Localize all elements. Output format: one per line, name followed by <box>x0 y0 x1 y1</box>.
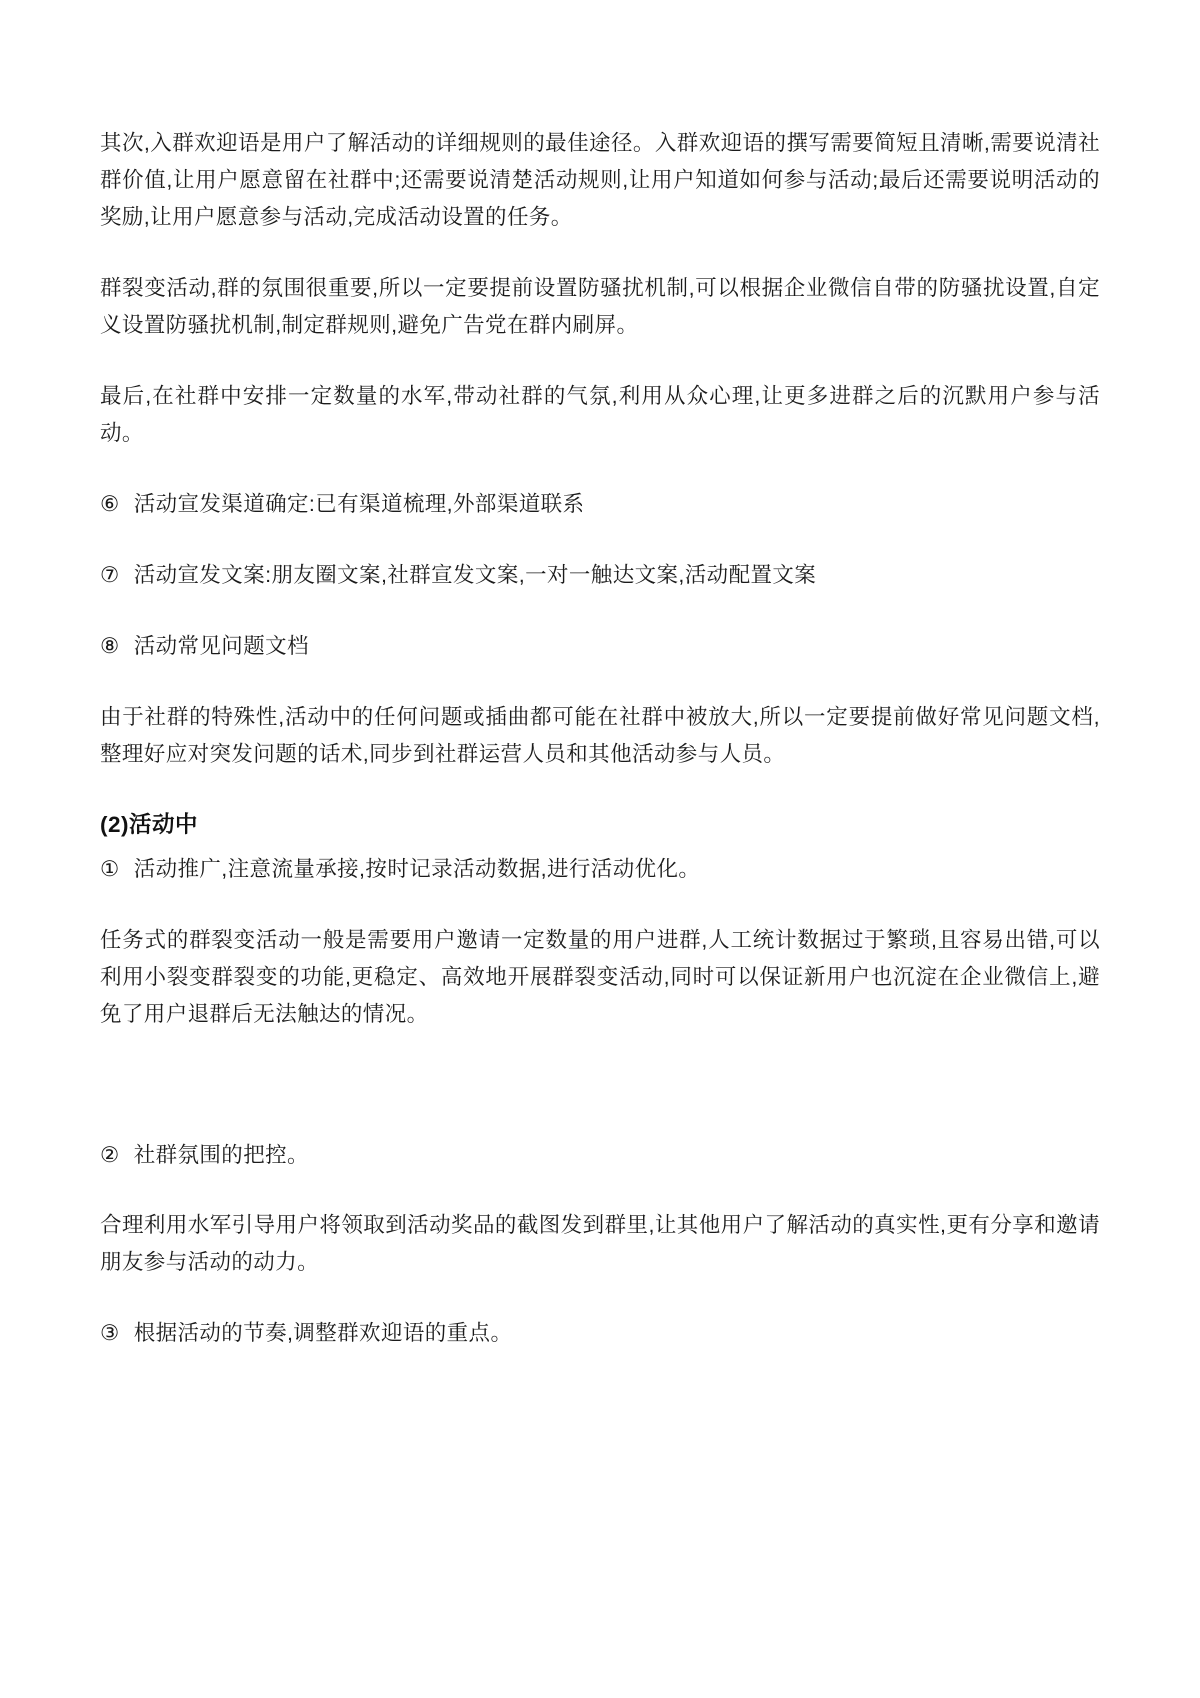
spacer-image-placeholder <box>100 1067 1100 1137</box>
list-marker-2: ② <box>100 1142 120 1167</box>
list-marker-3: ③ <box>100 1321 120 1346</box>
heading-during-activity: (2)活动中 <box>100 811 198 837</box>
paragraph-shill-screenshots: 合理利用水军引导用户将领取到活动奖品的截图发到群里,让其他用户了解活动的真实性,更有分享和邀请朋友参与活动的动力。 <box>100 1213 1100 1275</box>
paragraph-anti-harassment: 群裂变活动,群的氛围很重要,所以一定要提前设置防骚扰机制,可以根据企业微信自带的防骚扰设置,自定义设置防骚扰机制,制定群规则,避免广告党在群内刷屏。 <box>100 275 1100 337</box>
list-item-1 <box>100 851 1100 888</box>
paragraph-task-fission: 任务式的群裂变活动一般是需要用户邀请一定数量的用户进群,人工统计数据过于繁琐,且容易出错,可以利用小裂变群裂变的功能,更稳定、高效地开展群裂变活动,同时可以保证新用户也沉淀在企业微信上,避免了用户退群后无法触达的情况。 <box>100 927 1100 1026</box>
list-item-1-label: 活动推广,注意流量承接,按时记录活动数据,进行活动优化。 <box>133 856 701 881</box>
list-marker-1: ① <box>100 856 120 881</box>
list-item-6 <box>100 486 1100 523</box>
paragraph-faq-document: 由于社群的特殊性,活动中的任何问题或插曲都可能在社群中被放大,所以一定要提前做好常见问题文档,整理好应对突发问题的话术,同步到社群运营人员和其他活动参与人员。 <box>100 704 1100 766</box>
document-body <box>100 125 1100 1352</box>
paragraph-shill-users: 最后,在社群中安排一定数量的水军,带动社群的气氛,利用从众心理,让更多进群之后的沉默用户参与活动。 <box>100 383 1100 445</box>
list-item-6-label: 活动宣发渠道确定:已有渠道梳理,外部渠道联系 <box>133 491 585 516</box>
list-marker-7: ⑦ <box>100 562 120 587</box>
list-item-8-label: 活动常见问题文档 <box>133 633 309 658</box>
list-item-3-label: 根据活动的节奏,调整群欢迎语的重点。 <box>133 1321 513 1346</box>
paragraph-welcome-message: 其次,入群欢迎语是用户了解活动的详细规则的最佳途径。入群欢迎语的撰写需要简短且清晰,需要说清社群价值,让用户愿意留在社群中;还需要说清楚活动规则,让用户知道如何参与活动;最后还需要说明活动的奖励,让用户愿意参与活动,完成活动设置的任务。 <box>100 131 1100 229</box>
list-item-3 <box>100 1315 1100 1352</box>
list-marker-6: ⑥ <box>100 491 120 516</box>
list-marker-8: ⑧ <box>100 633 120 658</box>
list-item-8 <box>100 628 1100 665</box>
list-item-2 <box>100 1137 1100 1174</box>
list-item-2-label: 社群氛围的把控。 <box>133 1142 309 1167</box>
list-item-7 <box>100 557 1100 594</box>
list-item-7-label: 活动宣发文案:朋友圈文案,社群宣发文案,一对一触达文案,活动配置文案 <box>133 562 817 587</box>
